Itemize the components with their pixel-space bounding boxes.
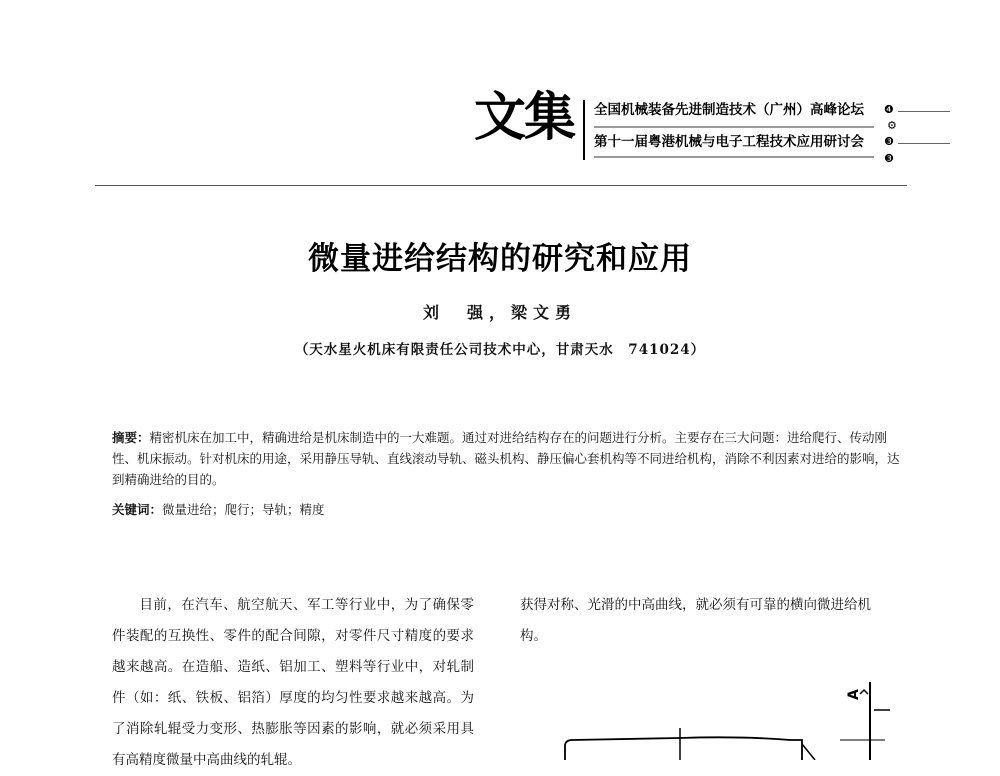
body-column-right <box>520 590 892 652</box>
journal-logo: 文集 <box>474 87 575 148</box>
roll-profile-outline <box>565 737 802 760</box>
conference-subtitle-2-texture <box>594 156 874 158</box>
seal-icon-2: ❸ <box>884 135 894 148</box>
abstract <box>112 427 902 490</box>
seal-icon-3: ❸ <box>884 152 894 165</box>
header-trailing-rule-1 <box>898 111 950 112</box>
body-paragraph-1: 目前，在汽车、航空航天、军工等行业中，为了确保零件装配的互换性、零件的配合间隙，对零件尺寸精度的要求越来越高。在造船、造纸、铝加工、塑料等行业中，对轧制件（如：纸、铁板、铝箔）厚度的均匀性要求越来越高。为了消除轧辊受力变形、热膨胀等因素的影响，就必须采用具有高精度微量中高曲线的轧辊。 <box>112 597 474 768</box>
body-column-left <box>112 590 474 776</box>
conference-title-2: 第十一届粤港机械与电子工程技术应用研讨会 <box>594 134 864 150</box>
body-paragraph-2: 获得对称、光滑的中高曲线，就必须有可靠的横向微进给机构。 <box>520 597 871 644</box>
header-rule <box>95 185 907 186</box>
section-label: A <box>846 689 862 700</box>
conference-subtitle-1-texture <box>594 126 874 128</box>
paper-affiliation: （天水星火机床有限责任公司技术中心，甘肃天水 741024） <box>294 342 706 358</box>
technical-drawing-figure <box>540 670 900 760</box>
conference-title-1: 全国机械装备先进制造技术（广州）高峰论坛 <box>594 102 864 118</box>
gear-icon: ⚙ <box>887 119 897 132</box>
keywords <box>112 499 902 520</box>
abstract-label: 摘要： <box>112 430 150 445</box>
keywords-text: 微量进给；爬行；导轨；精度 <box>162 502 325 517</box>
abstract-text: 精密机床在加工中，精确进给是机床制造中的一大难题。通过对进给结构存在的问题进行分析。主要存在三大问题：进给爬行、传动刚性、机床振动。针对机床的用途，采用静压导轨、直线滚动导轨、磁头机构、静压偏心套机构等不同进给机构，消除不利因素对进给的影响，达到精确进给的目的。 <box>112 430 900 487</box>
header-trailing-rule-2 <box>898 143 950 144</box>
seal-icon-1: ❹ <box>884 103 894 116</box>
keywords-label: 关键词： <box>112 502 163 517</box>
roll-chamfer <box>802 744 815 760</box>
paper-authors: 刘 强，梁文勇 <box>422 303 577 322</box>
header-separator <box>583 100 585 160</box>
paper-title: 微量进给结构的研究和应用 <box>308 241 692 277</box>
